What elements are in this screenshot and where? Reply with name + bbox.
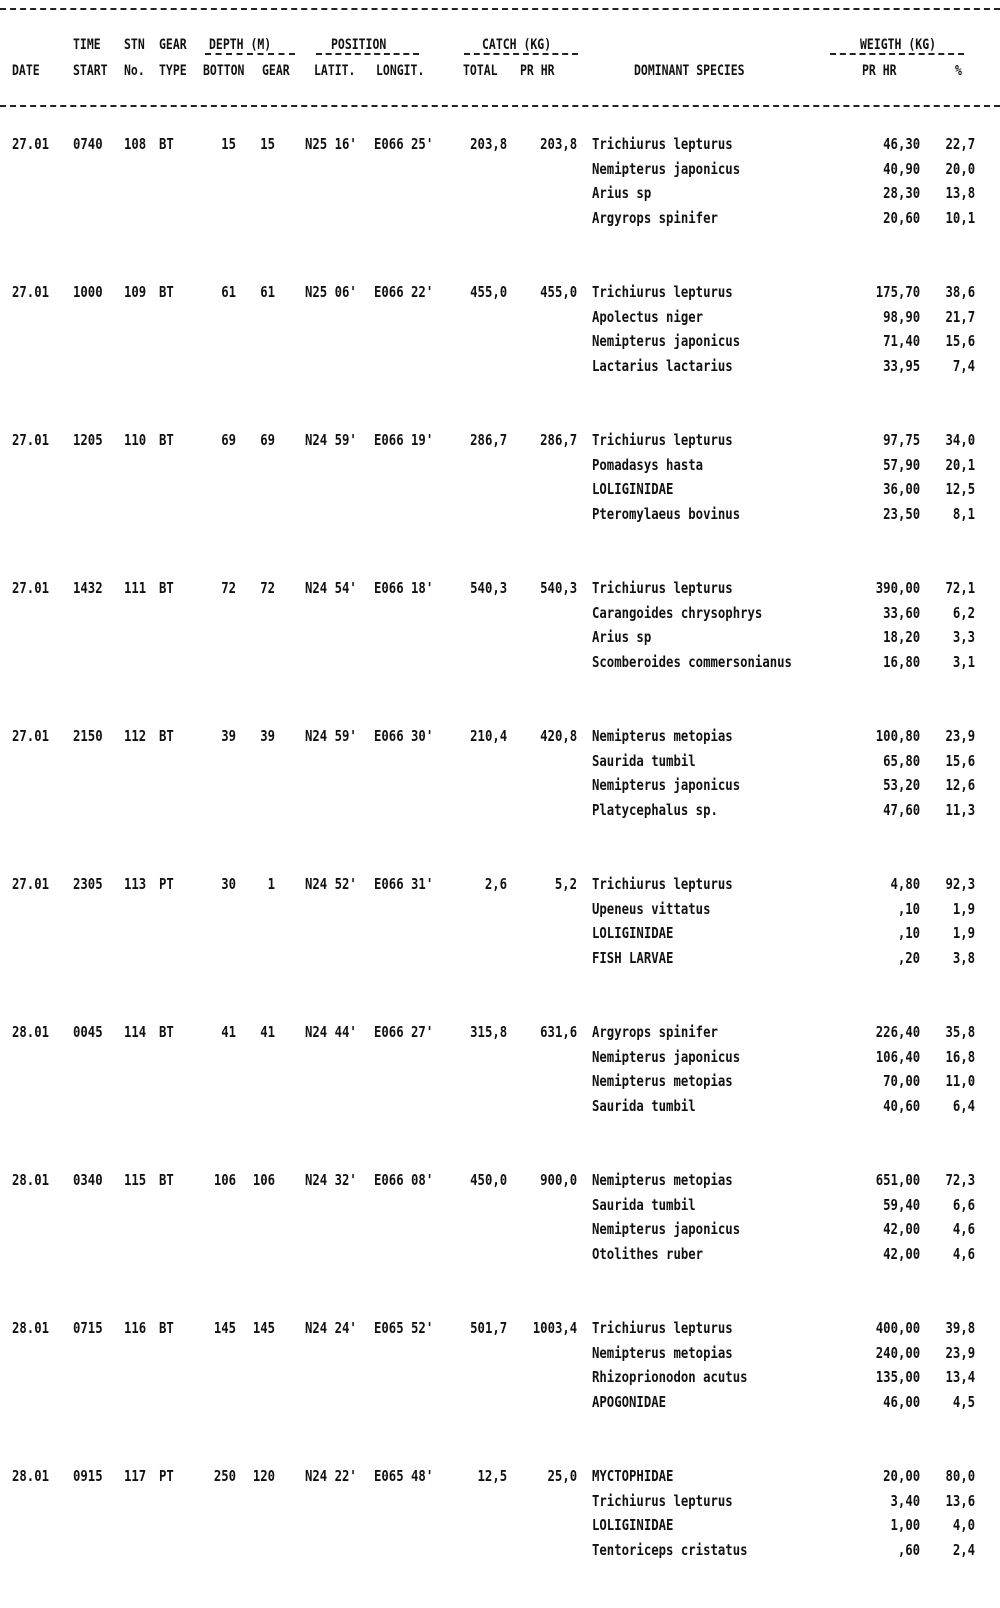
species-weight-prhr: 46,00 [882, 1392, 920, 1411]
cell-gear-type: PT [159, 1467, 174, 1485]
cell-depth-bottom: 41 [221, 1023, 236, 1041]
cell-gear-type: PT [159, 875, 174, 893]
species-weight-prhr: 106,40 [875, 1047, 920, 1066]
cell-depth-gear: 15 [260, 135, 275, 153]
species-weight-pct: 34,0 [945, 431, 975, 449]
species-name: Nemipterus japonicus [592, 1047, 741, 1066]
cell-catch-prhr: 25,0 [547, 1467, 577, 1485]
species-name: Nemipterus japonicus [592, 1220, 741, 1238]
species-name: Nemipterus japonicus [592, 776, 741, 794]
species-weight-pct: 20,1 [945, 455, 975, 474]
species-weight-prhr: 65,80 [882, 751, 920, 770]
header-longit: LONGIT. [376, 63, 425, 79]
header-time-l2: START [73, 63, 108, 79]
cell-time-start: 1432 [73, 579, 103, 597]
species-name: Apolectus niger [592, 307, 704, 326]
top-rule [0, 8, 1000, 10]
cell-gear-type: BT [159, 579, 174, 597]
cell-stn-no: 114 [124, 1023, 147, 1041]
species-weight-prhr: 57,90 [882, 455, 920, 474]
weight-group-rule [830, 53, 964, 55]
cell-date: 27.01 [12, 579, 50, 597]
cell-gear-type: BT [159, 727, 174, 745]
species-name: APOGONIDAE [592, 1392, 667, 1411]
cell-date: 27.01 [12, 875, 50, 893]
species-weight-prhr: 23,50 [882, 504, 920, 523]
cell-stn-no: 115 [124, 1171, 147, 1189]
cell-depth-gear: 69 [260, 431, 275, 449]
species-weight-pct: 22,7 [945, 135, 975, 153]
header-weight-group: WEIGTH (KG) [860, 37, 937, 53]
cell-depth-gear: 61 [260, 283, 275, 301]
cell-catch-prhr: 540,3 [539, 579, 577, 597]
header-rule [0, 105, 1000, 107]
header-depth-bottom: BOTTON [203, 63, 245, 79]
species-weight-pct: 4,5 [952, 1392, 975, 1411]
header-weight-prhr: PR HR [862, 63, 897, 79]
station-record [0, 1319, 1000, 1439]
cell-longitude: E066 18' [374, 579, 434, 597]
species-name: Nemipterus metopias [592, 727, 733, 745]
cell-depth-gear: 1 [267, 875, 275, 893]
species-name: Trichiurus lepturus [592, 1319, 733, 1337]
species-weight-pct: 11,3 [945, 800, 975, 819]
species-weight-prhr: ,10 [897, 899, 920, 918]
species-name: Otolithes ruber [592, 1244, 704, 1263]
cell-longitude: E066 25' [374, 135, 434, 153]
cell-catch-prhr: 900,0 [539, 1171, 577, 1189]
species-name: Saurida tumbil [592, 751, 696, 770]
cell-date: 27.01 [12, 727, 50, 745]
species-weight-pct: 23,9 [945, 727, 975, 745]
station-record [0, 1171, 1000, 1291]
species-weight-pct: 35,8 [945, 1023, 975, 1041]
species-name: LOLIGINIDAE [592, 1516, 674, 1534]
species-weight-prhr: 40,60 [882, 1096, 920, 1115]
species-weight-prhr: 175,70 [875, 283, 920, 301]
cell-catch-total: 540,3 [469, 579, 507, 597]
species-weight-pct: 4,0 [952, 1516, 975, 1534]
species-name: Carangoides chrysophrys [592, 603, 763, 622]
cell-longitude: E066 30' [374, 727, 434, 745]
header-gear-l1: GEAR [159, 37, 187, 53]
header-position-group: POSITION [331, 37, 387, 53]
station-record [0, 1467, 1000, 1587]
species-name: Saurida tumbil [592, 1096, 696, 1115]
cell-time-start: 1205 [73, 431, 103, 449]
species-name: Nemipterus metopias [592, 1072, 733, 1090]
cell-latitude: N24 59' [305, 431, 357, 449]
species-weight-prhr: 47,60 [882, 800, 920, 819]
cell-stn-no: 112 [124, 727, 147, 745]
station-record [0, 727, 1000, 847]
species-weight-pct: 11,0 [945, 1072, 975, 1090]
cell-latitude: N25 06' [305, 283, 357, 301]
species-weight-pct: 6,6 [952, 1195, 975, 1214]
cell-time-start: 0740 [73, 135, 103, 153]
cell-depth-bottom: 69 [221, 431, 236, 449]
header-catch-group: CATCH (KG) [482, 37, 552, 53]
cell-depth-bottom: 145 [213, 1319, 236, 1337]
species-weight-prhr: 390,00 [875, 579, 920, 597]
cell-stn-no: 117 [124, 1467, 147, 1485]
species-weight-pct: 7,4 [952, 356, 975, 375]
header-weight-pct: % [955, 63, 962, 79]
species-weight-prhr: 40,90 [882, 159, 920, 178]
cell-longitude: E066 19' [374, 431, 434, 449]
station-record [0, 431, 1000, 551]
species-weight-pct: 3,3 [952, 628, 975, 646]
species-weight-prhr: 651,00 [875, 1171, 920, 1189]
cell-stn-no: 116 [124, 1319, 147, 1337]
species-weight-prhr: 70,00 [882, 1072, 920, 1090]
cell-latitude: N24 22' [305, 1467, 357, 1485]
cell-depth-gear: 106 [252, 1171, 275, 1189]
species-name: Platycephalus sp. [592, 800, 718, 819]
species-weight-pct: 15,6 [945, 751, 975, 770]
species-weight-pct: 92,3 [945, 875, 975, 893]
species-name: Trichiurus lepturus [592, 135, 733, 153]
cell-date: 27.01 [12, 431, 50, 449]
species-weight-pct: 15,6 [945, 332, 975, 350]
cell-longitude: E065 48' [374, 1467, 434, 1485]
cell-stn-no: 109 [124, 283, 147, 301]
species-name: Argyrops spinifer [592, 208, 718, 227]
header-stn-l2: No. [124, 63, 145, 79]
species-name: Trichiurus lepturus [592, 579, 733, 597]
cell-date: 27.01 [12, 135, 50, 153]
species-name: Tentoriceps cristatus [592, 1540, 748, 1559]
species-weight-prhr: ,60 [897, 1540, 920, 1559]
species-name: Scomberoides commersonianus [592, 652, 792, 671]
cell-catch-total: 12,5 [477, 1467, 507, 1485]
species-weight-prhr: 226,40 [875, 1023, 920, 1041]
cell-time-start: 0340 [73, 1171, 103, 1189]
cell-time-start: 2305 [73, 875, 103, 893]
species-name: Nemipterus metopias [592, 1171, 733, 1189]
species-weight-prhr: 71,40 [882, 332, 920, 350]
species-weight-pct: 23,9 [945, 1343, 975, 1362]
species-weight-prhr: 240,00 [875, 1343, 920, 1362]
species-weight-pct: 72,1 [945, 579, 975, 597]
species-name: Arius sp [592, 184, 652, 202]
cell-latitude: N25 16' [305, 135, 357, 153]
cell-time-start: 0715 [73, 1319, 103, 1337]
cell-longitude: E066 31' [374, 875, 434, 893]
species-weight-prhr: 97,75 [882, 431, 920, 449]
station-record [0, 283, 1000, 403]
species-weight-prhr: ,20 [897, 948, 920, 967]
species-name: Pomadasys hasta [592, 455, 704, 474]
header-time-l1: TIME [73, 37, 101, 53]
cell-catch-total: 455,0 [469, 283, 507, 301]
cell-depth-bottom: 15 [221, 135, 236, 153]
position-group-rule [316, 53, 419, 55]
species-name: Nemipterus japonicus [592, 159, 741, 178]
cell-depth-bottom: 30 [221, 875, 236, 893]
header-catch-total: TOTAL [463, 63, 498, 79]
cell-date: 28.01 [12, 1171, 50, 1189]
cell-stn-no: 111 [124, 579, 147, 597]
species-weight-pct: 12,5 [945, 480, 975, 498]
cell-gear-type: BT [159, 431, 174, 449]
cell-stn-no: 108 [124, 135, 147, 153]
species-weight-prhr: 53,20 [882, 776, 920, 794]
species-weight-prhr: 1,00 [890, 1516, 920, 1534]
species-name: Nemipterus metopias [592, 1343, 733, 1362]
species-weight-prhr: 33,60 [882, 603, 920, 622]
species-name: Trichiurus lepturus [592, 1491, 733, 1510]
species-name: Trichiurus lepturus [592, 431, 733, 449]
species-weight-prhr: 28,30 [882, 184, 920, 202]
station-record [0, 875, 1000, 995]
species-weight-prhr: 20,60 [882, 208, 920, 227]
catch-group-rule [464, 53, 578, 55]
cell-date: 27.01 [12, 283, 50, 301]
cell-catch-total: 2,6 [484, 875, 507, 893]
species-weight-prhr: 46,30 [882, 135, 920, 153]
cell-depth-bottom: 39 [221, 727, 236, 745]
species-weight-prhr: 100,80 [875, 727, 920, 745]
species-name: MYCTOPHIDAE [592, 1467, 674, 1485]
cell-catch-prhr: 286,7 [539, 431, 577, 449]
species-weight-prhr: 18,20 [882, 628, 920, 646]
species-weight-pct: 2,4 [952, 1540, 975, 1559]
cell-latitude: N24 44' [305, 1023, 357, 1041]
species-name: LOLIGINIDAE [592, 924, 674, 942]
cell-time-start: 0045 [73, 1023, 103, 1041]
cell-catch-total: 203,8 [469, 135, 507, 153]
species-weight-prhr: 59,40 [882, 1195, 920, 1214]
header-depth-group: DEPTH (M) [209, 37, 272, 53]
species-name: FISH LARVAE [592, 948, 674, 967]
species-weight-pct: 13,8 [945, 184, 975, 202]
species-weight-prhr: 33,95 [882, 356, 920, 375]
species-weight-pct: 1,9 [952, 899, 975, 918]
cell-depth-bottom: 61 [221, 283, 236, 301]
species-weight-prhr: 16,80 [882, 652, 920, 671]
cell-depth-gear: 72 [260, 579, 275, 597]
species-name: Argyrops spinifer [592, 1023, 718, 1041]
species-weight-pct: 8,1 [952, 504, 975, 523]
species-weight-prhr: 135,00 [875, 1368, 920, 1386]
species-weight-pct: 80,0 [945, 1467, 975, 1485]
cell-longitude: E066 22' [374, 283, 434, 301]
cell-date: 28.01 [12, 1319, 50, 1337]
station-record [0, 135, 1000, 255]
station-record [0, 579, 1000, 699]
header-latit: LATIT. [314, 63, 356, 79]
cell-gear-type: BT [159, 1319, 174, 1337]
species-name: Rhizoprionodon acutus [592, 1368, 748, 1386]
cell-longitude: E066 08' [374, 1171, 434, 1189]
cell-time-start: 0915 [73, 1467, 103, 1485]
species-weight-pct: 3,8 [952, 948, 975, 967]
species-weight-prhr: 400,00 [875, 1319, 920, 1337]
species-weight-pct: 6,4 [952, 1096, 975, 1115]
cell-time-start: 1000 [73, 283, 103, 301]
cell-catch-total: 315,8 [469, 1023, 507, 1041]
species-weight-pct: 13,6 [945, 1491, 975, 1510]
cell-catch-total: 286,7 [469, 431, 507, 449]
species-weight-pct: 20,0 [945, 159, 975, 178]
cell-depth-bottom: 250 [213, 1467, 236, 1485]
cell-longitude: E066 27' [374, 1023, 434, 1041]
species-weight-pct: 4,6 [952, 1220, 975, 1238]
species-name: Arius sp [592, 628, 652, 646]
cell-latitude: N24 59' [305, 727, 357, 745]
species-weight-pct: 72,3 [945, 1171, 975, 1189]
species-weight-pct: 21,7 [945, 307, 975, 326]
cell-catch-prhr: 1003,4 [532, 1319, 577, 1337]
species-weight-prhr: ,10 [897, 924, 920, 942]
species-weight-prhr: 98,90 [882, 307, 920, 326]
header-depth-gear: GEAR [262, 63, 290, 79]
cell-stn-no: 110 [124, 431, 147, 449]
species-weight-prhr: 36,00 [882, 480, 920, 498]
cell-catch-total: 210,4 [469, 727, 507, 745]
cell-longitude: E065 52' [374, 1319, 434, 1337]
cell-time-start: 2150 [73, 727, 103, 745]
species-weight-pct: 10,1 [945, 208, 975, 227]
species-weight-pct: 4,6 [952, 1244, 975, 1263]
species-name: Nemipterus japonicus [592, 332, 741, 350]
species-weight-pct: 6,2 [952, 603, 975, 622]
species-weight-pct: 1,9 [952, 924, 975, 942]
cell-depth-gear: 120 [252, 1467, 275, 1485]
header-date: DATE [12, 63, 40, 79]
species-name: Pteromylaeus bovinus [592, 504, 741, 523]
cell-latitude: N24 52' [305, 875, 357, 893]
species-weight-pct: 12,6 [945, 776, 975, 794]
species-name: Trichiurus lepturus [592, 283, 733, 301]
species-weight-pct: 39,8 [945, 1319, 975, 1337]
header-gear-l2: TYPE [159, 63, 187, 79]
cell-gear-type: BT [159, 135, 174, 153]
species-weight-pct: 16,8 [945, 1047, 975, 1066]
cell-catch-prhr: 203,8 [539, 135, 577, 153]
cell-catch-total: 501,7 [469, 1319, 507, 1337]
species-weight-pct: 38,6 [945, 283, 975, 301]
cell-gear-type: BT [159, 283, 174, 301]
cell-latitude: N24 54' [305, 579, 357, 597]
cell-catch-prhr: 455,0 [539, 283, 577, 301]
species-weight-prhr: 20,00 [882, 1467, 920, 1485]
depth-group-rule [205, 53, 295, 55]
cell-catch-prhr: 420,8 [539, 727, 577, 745]
cell-depth-gear: 145 [252, 1319, 275, 1337]
cell-stn-no: 113 [124, 875, 147, 893]
species-name: Saurida tumbil [592, 1195, 696, 1214]
cell-date: 28.01 [12, 1023, 50, 1041]
species-name: LOLIGINIDAE [592, 480, 674, 498]
species-weight-prhr: 3,40 [890, 1491, 920, 1510]
header-stn-l1: STN [124, 37, 145, 53]
species-name: Lactarius lactarius [592, 356, 733, 375]
species-name: Upeneus vittatus [592, 899, 711, 918]
cell-depth-bottom: 106 [213, 1171, 236, 1189]
species-weight-prhr: 42,00 [882, 1220, 920, 1238]
species-name: Trichiurus lepturus [592, 875, 733, 893]
cell-depth-bottom: 72 [221, 579, 236, 597]
cell-depth-gear: 41 [260, 1023, 275, 1041]
species-weight-pct: 13,4 [945, 1368, 975, 1386]
station-record [0, 1023, 1000, 1143]
cell-date: 28.01 [12, 1467, 50, 1485]
species-weight-prhr: 4,80 [890, 875, 920, 893]
header-catch-prhr: PR HR [520, 63, 555, 79]
cell-gear-type: BT [159, 1171, 174, 1189]
cell-latitude: N24 32' [305, 1171, 357, 1189]
header-species: DOMINANT SPECIES [634, 63, 745, 79]
cell-latitude: N24 24' [305, 1319, 357, 1337]
cell-gear-type: BT [159, 1023, 174, 1041]
cell-catch-prhr: 631,6 [539, 1023, 577, 1041]
cell-depth-gear: 39 [260, 727, 275, 745]
species-weight-pct: 3,1 [952, 652, 975, 671]
species-weight-prhr: 42,00 [882, 1244, 920, 1263]
cell-catch-total: 450,0 [469, 1171, 507, 1189]
cell-catch-prhr: 5,2 [554, 875, 577, 893]
